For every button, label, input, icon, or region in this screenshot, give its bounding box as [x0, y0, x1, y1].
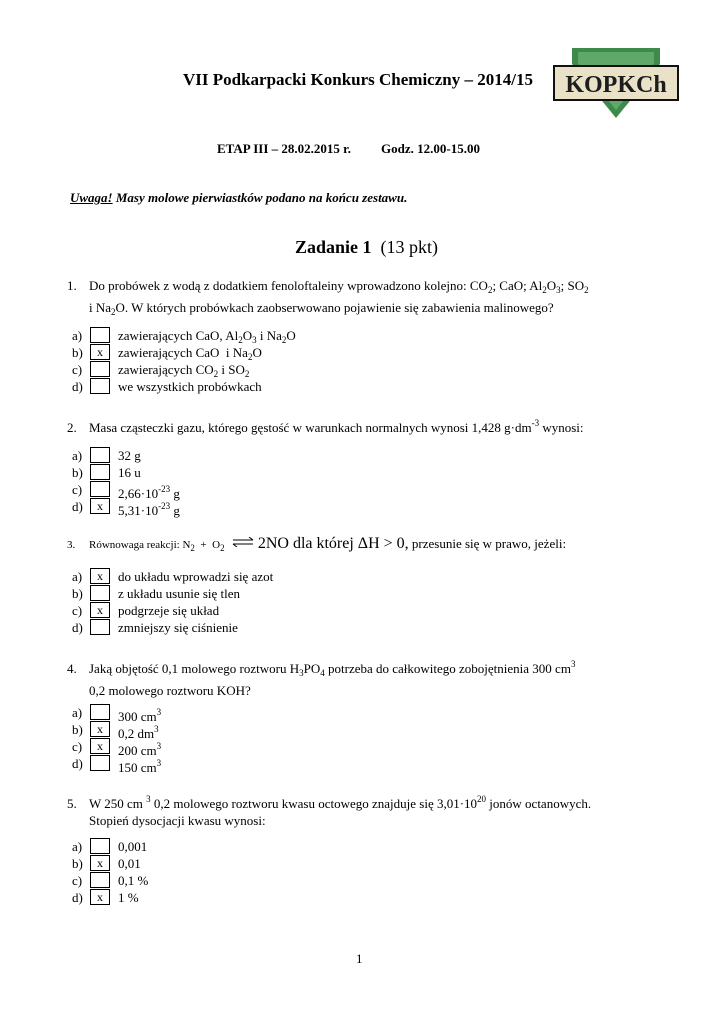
answer-box[interactable] — [90, 872, 110, 888]
answer-box[interactable] — [90, 327, 110, 343]
answer-box[interactable] — [90, 704, 110, 720]
stage-info — [217, 141, 480, 157]
answer-box[interactable]: x — [90, 568, 110, 584]
answer-box[interactable]: x — [90, 498, 110, 514]
answer-box[interactable]: x — [90, 889, 110, 905]
task-points: (13 pkt) — [380, 237, 439, 257]
question-2: 2. Masa cząsteczki gazu, którego gęstość w warunkach normalnych wynosi 1,428 $g\cdot dm^{-3}$ wynosi: — [67, 418, 584, 435]
note — [70, 190, 407, 206]
answer-box[interactable] — [90, 838, 110, 854]
stage-hours: Godz. 12.00-15.00 — [381, 141, 480, 156]
answer-box[interactable] — [90, 481, 110, 497]
page-number: 1 — [356, 951, 363, 966]
question-3: 3. Równowaga reakcji: $N_2 + O_2$ 2NO dla której ΔH > 0, przesunie się w prawo, jeżeli: — [67, 535, 567, 553]
question-1: 1. Do probówek z wodą z dodatkiem fenoloftaleiny wprowadzono kolejno: $CO_2$; CaO; $Al_2O_3$; $SO_2$ i $Na_2O$. W których probówkach zaobserwowano pojawienie się zabawienia malinowego? — [67, 278, 589, 317]
stage-date: ETAP III – 28.02.2015 r. — [217, 141, 351, 156]
question-4: 4. Jaką objętość 0,1 molowego roztworu $H_3PO_4$ potrzeba do całkowitego zobojętnienia 300 $cm^3$ 0,2 molowego roztworu KOH? — [67, 659, 576, 698]
answer-box[interactable]: x — [90, 602, 110, 618]
equilibrium-arrow-icon — [231, 537, 255, 547]
svg-text:KOPKCh: KOPKCh — [565, 72, 667, 98]
answer-box[interactable] — [90, 585, 110, 601]
answer-box[interactable] — [90, 755, 110, 771]
question-5: 5. W 250 cm $^3$ 0,2 molowego roztworu kwasu octowego znajduje się $3,01\cdot 10^{20}$ jonów octanowych. Stopień dysocjacji kwasu wynosi: — [67, 794, 592, 828]
kopkch-logo — [552, 44, 680, 120]
answer-box[interactable] — [90, 378, 110, 394]
answer-box[interactable] — [90, 619, 110, 635]
answer-box[interactable]: x — [90, 344, 110, 360]
task-title: Zadanie 1 (13 pkt) — [295, 237, 439, 257]
answer-box[interactable]: x — [90, 721, 110, 737]
note-text: Masy molowe pierwiastków podano na końcu zestawu. — [112, 190, 408, 205]
answer-box[interactable] — [90, 361, 110, 377]
page-title: VII Podkarpacki Konkurs Chemiczny – 2014/15 — [183, 70, 533, 89]
answer-box[interactable] — [90, 464, 110, 480]
answer-box[interactable] — [90, 447, 110, 463]
note-label: Uwaga! — [70, 190, 113, 205]
answer-box[interactable]: x — [90, 855, 110, 871]
answer-box[interactable]: x — [90, 738, 110, 754]
